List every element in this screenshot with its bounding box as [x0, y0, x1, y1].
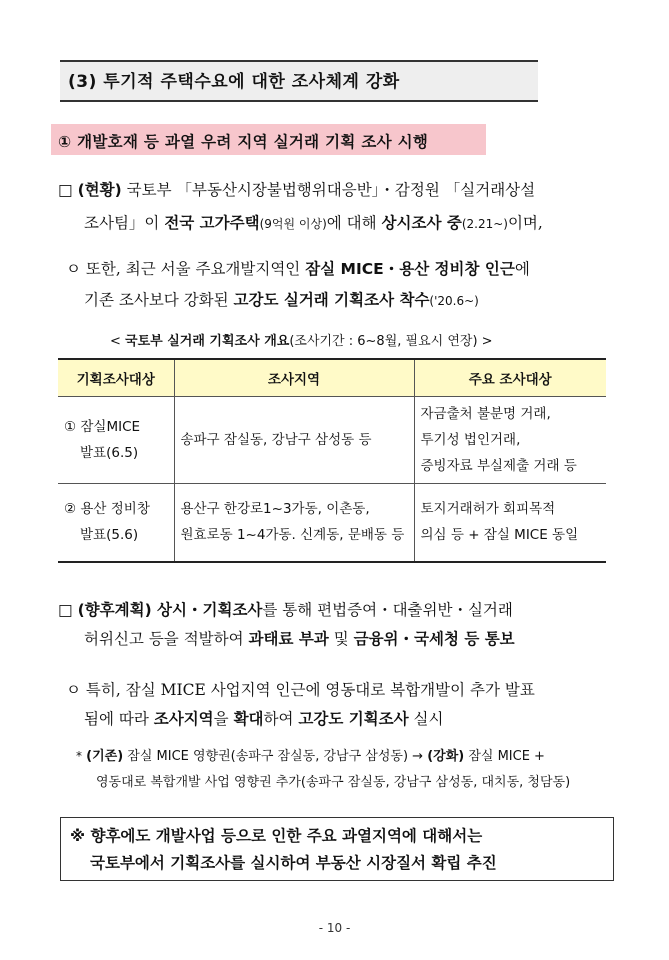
cell-subject: 토지거래허가 회피목적 의심 등 + 잠실 MICE 동일	[414, 484, 606, 562]
investigation-table	[58, 358, 606, 563]
paragraph-status-line1: □ (현황) 국토부 「부동산시장불법행위대응반」・감정원 「실거래상설	[58, 181, 536, 199]
paragraph-plan-line1: □ (향후계획) 상시・기획조사를 통해 편법증여・대출위반・실거래	[58, 601, 513, 619]
paragraph-also-line2: 기존 조사보다 강화된 고강도 실거래 기획조사 착수('20.6~)	[84, 291, 479, 309]
section-heading: (3) 투기적 주택수요에 대한 조사체계 강화	[68, 72, 400, 92]
table-header-row	[58, 359, 606, 397]
footnote-line2: 영동대로 복합개발 사업 영향권 추가(송파구 잠실동, 강남구 삼성동, 대치동, 청담동)	[96, 775, 571, 790]
paragraph-especially-line2: 됨에 따라 조사지역을 확대하여 고강도 기획조사 실시	[84, 710, 444, 728]
paragraph-also-line1: ㅇ 또한, 최근 서울 주요개발지역인 잠실 MICE・용산 정비창 인근에	[66, 260, 530, 278]
paragraph-status-line2: 조사팀」이 전국 고가주택(9억원 이상)에 대해 상시조사 중(2.21~)이며,	[84, 214, 543, 232]
subheading: ① 개발호재 등 과열 우려 지역 실거래 기획 조사 시행	[58, 133, 429, 151]
col-header-subject: 주요 조사대상	[414, 359, 606, 397]
checkbox-bullet: □	[58, 601, 73, 619]
paragraph-plan-line2: 허위신고 등을 적발하여 과태료 부과 및 금융위・국세청 등 통보	[84, 630, 515, 648]
note-line1: ※ 향후에도 개발사업 등으로 인한 주요 과열지역에 대해서는	[70, 827, 483, 845]
col-header-region: 조사지역	[174, 359, 414, 397]
table-caption: < 국토부 실거래 기획조사 개요(조사기간 : 6~8월, 필요시 연장) >	[110, 334, 493, 349]
cell-target: ① 잠실MICE 발표(6.5)	[58, 397, 174, 484]
col-header-target: 기획조사대상	[58, 359, 174, 397]
checkbox-bullet: □	[58, 181, 73, 199]
table-row	[58, 397, 606, 484]
paragraph-especially-line1: ㅇ 특히, 잠실 MICE 사업지역 인근에 영동대로 복합개발이 추가 발표	[66, 681, 535, 699]
footnote-line1: * (기존) 잠실 MICE 영향권(송파구 잠실동, 강남구 삼성동) → (강화) 잠실 MICE +	[76, 749, 545, 764]
circle-bullet: ㅇ	[66, 260, 81, 278]
note-line2: 국토부에서 기획조사를 실시하여 부동산 시장질서 확립 추진	[90, 854, 497, 872]
cell-subject: 자금출처 불분명 거래, 투기성 법인거래, 증빙자료 부실제출 거래 등	[414, 397, 606, 484]
cell-target: ② 용산 정비창 발표(5.6)	[58, 484, 174, 562]
note-text	[70, 823, 497, 877]
cell-region: 송파구 잠실동, 강남구 삼성동 등	[174, 397, 414, 484]
status-tag: (현황)	[77, 181, 122, 199]
page-number: - 10 -	[318, 921, 351, 935]
table-row	[58, 484, 606, 562]
circle-bullet: ㅇ	[66, 681, 81, 699]
cell-region: 용산구 한강로1~3가동, 이촌동, 원효로동 1~4가동. 신계동, 문배동 등	[174, 484, 414, 562]
